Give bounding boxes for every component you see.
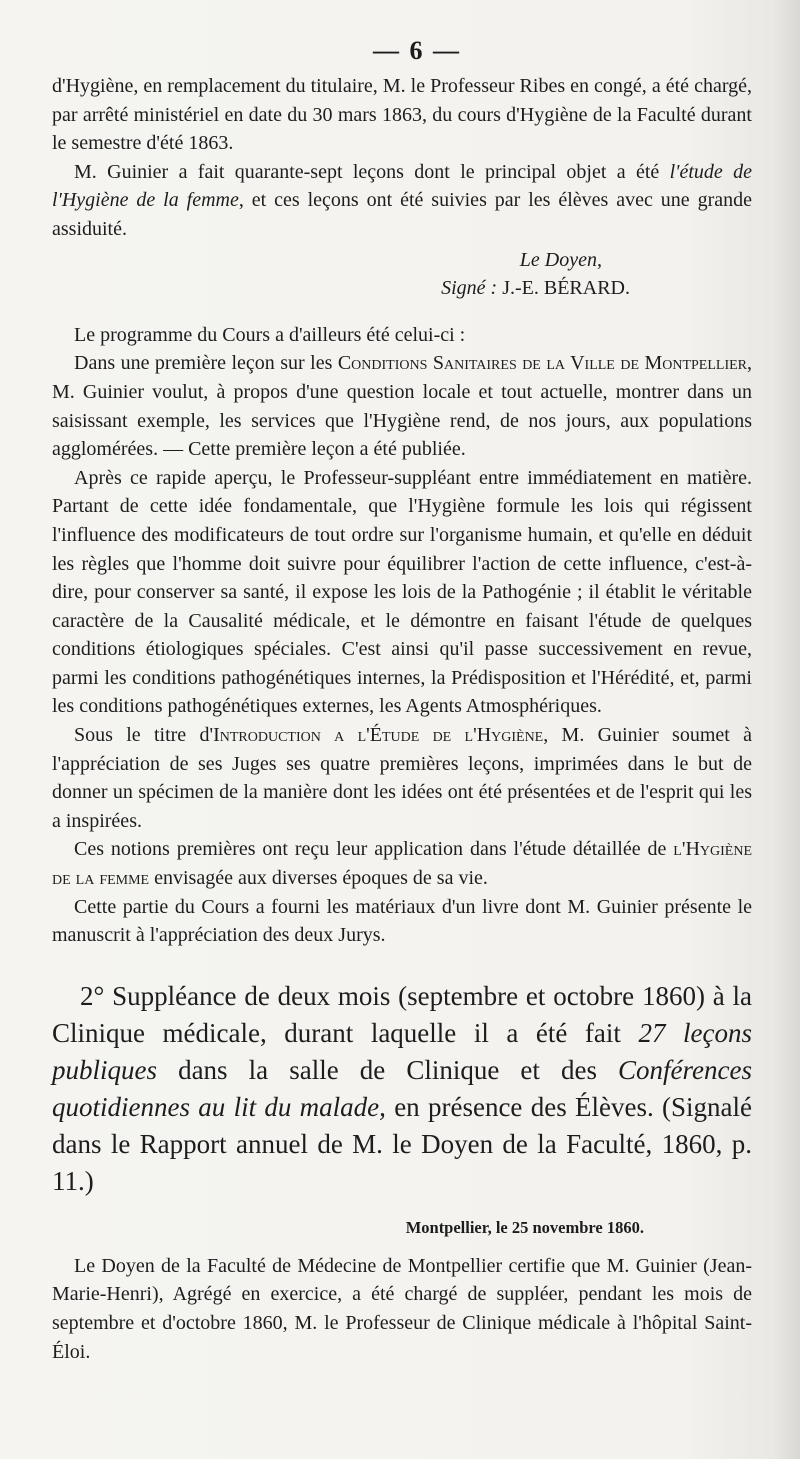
- introduction-start: Sous le titre d': [74, 724, 214, 747]
- paragraph-manuscript: Cette partie du Cours a fourni les matériaux d'un livre dont M. Guinier présente le manuscrit à l'appréciation des deux Jurys.: [52, 895, 752, 947]
- paragraph-lessons-end: , et ces leçons ont été suivies par les élèves avec une grande assiduité.: [52, 189, 752, 240]
- paragraph-lessons-count: [52, 158, 752, 244]
- paragraph-pathogenie: Après ce rapide aperçu, le Professeur-suppléant entre immédiatement en matière. Partant de cette idée fondamentale, que l'Hygiène formule les lois qui régissent l'influence des modificateurs de tout ordre sur l'organisme humain, et qu'elle en déduit les règles que l'homme doit suivre pour équilibrer l'action de cette influence, c'est-à-dire, pour conserver sa santé, il expose les lois de la Pathogénie ; il établit le véritable caractère de la Causalité médicale, et le démontre en faisant l'étude de quelques conditions étiologiques spéciales. C'est ainsi qu'il passe successivement en revue, parmi les conditions pathogénétiques internes, la Prédisposition et l'Hérédité, et, parmi les conditions pathogénétiques externes, les Agents Atmosphériques.: [52, 466, 752, 718]
- application-end: envisagée aux diverses époques de sa vie.: [149, 867, 488, 890]
- application-start: Ces notions premières ont reçu leur application dans l'étude détaillée de: [74, 838, 674, 861]
- section-part-1: 2° Suppléance de deux mois (septembre et octobre 1860) à la Clinique médicale, durant laquelle il a été fait: [52, 980, 752, 1048]
- section-italic-conferences: Conférences quotidiennes au lit du malade,: [52, 1054, 752, 1122]
- closing-block: [52, 1252, 752, 1366]
- paragraph-certification: Le Doyen de la Faculté de Médecine de Montpellier certifie que M. Guinier (Jean-Marie-Henri), Agrégé en exercice, a été chargé de suppléer, pendant les mois de septembre et d'octobre 1860, M. le Professeur de Clinique médicale à l'hôpital Saint-Éloi.: [52, 1254, 752, 1363]
- application-title: l'Hygiène de la femme: [52, 838, 752, 890]
- paragraph-introduction: [52, 721, 752, 835]
- first-lesson-end: , M. Guinier voulut, à propos d'une question locale et tout actuelle, montrer dans un saisissant exemple, les services que l'Hygiène rend, de nos jours, aux populations agglomérées. — Cette première leçon a été publiée.: [52, 352, 753, 461]
- paragraph-lessons-start: M. Guinier a fait quarante-sept leçons dont le principal objet a été: [74, 160, 670, 183]
- introduction-end: , M. Guinier soumet à l'appréciation de ses Juges ses quatre premières leçons, imprimées dans le but de donner un spécimen de la manière dont les idées ont été présentées et de l'esprit qui les a inspirées.: [52, 724, 752, 832]
- section-heading-suppleance: [52, 978, 752, 1200]
- page-edge-shadow: [772, 0, 800, 1459]
- paragraph-programme: Le programme du Cours a d'ailleurs été celui-ci :: [74, 323, 466, 346]
- section-part-2: dans la salle de Clinique et des: [157, 1054, 619, 1085]
- first-lesson-start: Dans une première leçon sur les: [74, 352, 338, 375]
- introduction-title: Introduction a l'Étude de l'Hygiène: [213, 724, 544, 747]
- signature-dean-title: Le Doyen,: [519, 248, 602, 271]
- section-part-3: en présence des Élèves. (Signalé dans le Rapport annuel de M. le Doyen de la Faculté, 1860, p. 11.): [52, 1091, 752, 1196]
- paragraph-first-lesson: [52, 349, 752, 463]
- emphasis-hygiene-femme: l'étude de l'Hygiène de la femme: [52, 160, 752, 212]
- signature-name: [52, 274, 630, 303]
- signature-signed-name: J.-E. BÉRARD.: [497, 277, 630, 300]
- paragraph-application: [52, 835, 752, 892]
- paragraph-hygiene-course: d'Hygiène, en remplacement du titulaire, M. le Professeur Ribes en congé, a été chargé, par arrêté ministériel en date du 30 mars 1863, du cours d'Hygiène de la Faculté durant le semestre d'été 1863.: [52, 75, 752, 155]
- dateline: Montpellier, le 25 novembre 1860.: [405, 1217, 644, 1237]
- signature-label: Signé :: [441, 277, 498, 300]
- first-lesson-title: Conditions Sanitaires de la Ville de Montpellier: [337, 352, 748, 375]
- section-italic-lecons: 27 leçons publiques: [52, 1017, 752, 1085]
- page-number: — 6 —: [373, 36, 461, 65]
